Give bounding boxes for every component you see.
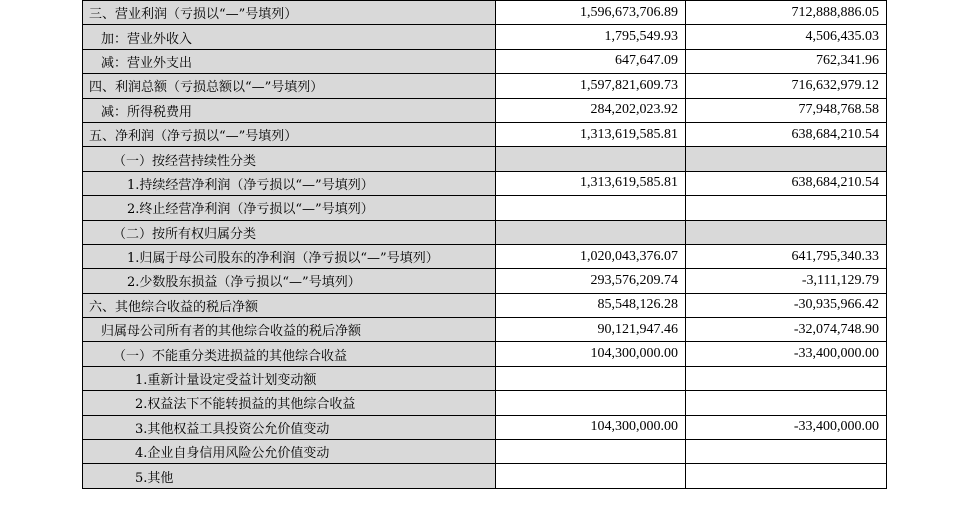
previous-period-value: -33,400,000.00	[686, 415, 887, 439]
table-row	[83, 415, 887, 439]
table-row	[83, 366, 887, 390]
previous-period-value: 712,888,886.05	[686, 1, 887, 25]
table-row	[83, 293, 887, 317]
row-label: （一）不能重分类进损益的其他综合收益	[83, 342, 496, 366]
table-row	[83, 1, 887, 25]
previous-period-value	[686, 464, 887, 488]
current-period-value: 90,121,947.46	[496, 318, 686, 342]
previous-period-value: 762,341.96	[686, 49, 887, 73]
previous-period-value: -3,111,129.79	[686, 269, 887, 293]
row-label: 减：所得税费用	[83, 98, 496, 122]
previous-period-value	[686, 196, 887, 220]
table-row	[83, 49, 887, 73]
current-period-value: 104,300,000.00	[496, 415, 686, 439]
table-row	[83, 464, 887, 488]
income-statement-table	[82, 0, 887, 489]
current-period-value: 284,202,023.92	[496, 98, 686, 122]
previous-period-value: 638,684,210.54	[686, 122, 887, 146]
current-period-value: 104,300,000.00	[496, 342, 686, 366]
row-label: 三、营业利润（亏损以“—”号填列）	[83, 1, 496, 25]
table-row	[83, 98, 887, 122]
current-period-value: 1,020,043,376.07	[496, 244, 686, 268]
row-label: （二）按所有权归属分类	[83, 220, 496, 244]
current-period-value: 1,597,821,609.73	[496, 74, 686, 98]
current-period-value: 1,795,549.93	[496, 25, 686, 49]
row-label: 3.其他权益工具投资公允价值变动	[83, 415, 496, 439]
current-period-value: 293,576,209.74	[496, 269, 686, 293]
table-row	[83, 25, 887, 49]
row-label: 2.权益法下不能转损益的其他综合收益	[83, 391, 496, 415]
current-period-value: 85,548,126.28	[496, 293, 686, 317]
current-period-value	[496, 391, 686, 415]
previous-period-value: -33,400,000.00	[686, 342, 887, 366]
previous-period-value	[686, 391, 887, 415]
row-label: 2.少数股东损益（净亏损以“—”号填列）	[83, 269, 496, 293]
current-period-value: 647,647.09	[496, 49, 686, 73]
previous-period-value	[686, 147, 887, 171]
table-body	[83, 1, 887, 489]
row-label: 2.终止经营净利润（净亏损以“—”号填列）	[83, 196, 496, 220]
table-row	[83, 147, 887, 171]
row-label: 归属母公司所有者的其他综合收益的税后净额	[83, 318, 496, 342]
row-label: （一）按经营持续性分类	[83, 147, 496, 171]
current-period-value	[496, 440, 686, 464]
table-row	[83, 391, 887, 415]
previous-period-value: -32,074,748.90	[686, 318, 887, 342]
row-label: 加：营业外收入	[83, 25, 496, 49]
table-row	[83, 220, 887, 244]
row-label: 五、净利润（净亏损以“—”号填列）	[83, 122, 496, 146]
row-label: 1.持续经营净利润（净亏损以“—”号填列）	[83, 171, 496, 195]
previous-period-value: -30,935,966.42	[686, 293, 887, 317]
current-period-value: 1,313,619,585.81	[496, 122, 686, 146]
current-period-value	[496, 220, 686, 244]
current-period-value	[496, 366, 686, 390]
current-period-value	[496, 464, 686, 488]
previous-period-value: 4,506,435.03	[686, 25, 887, 49]
row-label: 5.其他	[83, 464, 496, 488]
row-label: 减：营业外支出	[83, 49, 496, 73]
table-row	[83, 171, 887, 195]
row-label: 四、利润总额（亏损总额以“—”号填列）	[83, 74, 496, 98]
current-period-value	[496, 147, 686, 171]
previous-period-value	[686, 366, 887, 390]
previous-period-value: 641,795,340.33	[686, 244, 887, 268]
row-label: 六、其他综合收益的税后净额	[83, 293, 496, 317]
row-label: 1.归属于母公司股东的净利润（净亏损以“—”号填列）	[83, 244, 496, 268]
table-row	[83, 74, 887, 98]
previous-period-value	[686, 440, 887, 464]
previous-period-value: 77,948,768.58	[686, 98, 887, 122]
previous-period-value: 716,632,979.12	[686, 74, 887, 98]
table-row	[83, 318, 887, 342]
row-label: 1.重新计量设定受益计划变动额	[83, 366, 496, 390]
table-row	[83, 440, 887, 464]
row-label: 4.企业自身信用风险公允价值变动	[83, 440, 496, 464]
current-period-value: 1,596,673,706.89	[496, 1, 686, 25]
table-row	[83, 196, 887, 220]
current-period-value	[496, 196, 686, 220]
current-period-value: 1,313,619,585.81	[496, 171, 686, 195]
table-row	[83, 269, 887, 293]
table-row	[83, 342, 887, 366]
table-row	[83, 122, 887, 146]
previous-period-value	[686, 220, 887, 244]
table-row	[83, 244, 887, 268]
previous-period-value: 638,684,210.54	[686, 171, 887, 195]
